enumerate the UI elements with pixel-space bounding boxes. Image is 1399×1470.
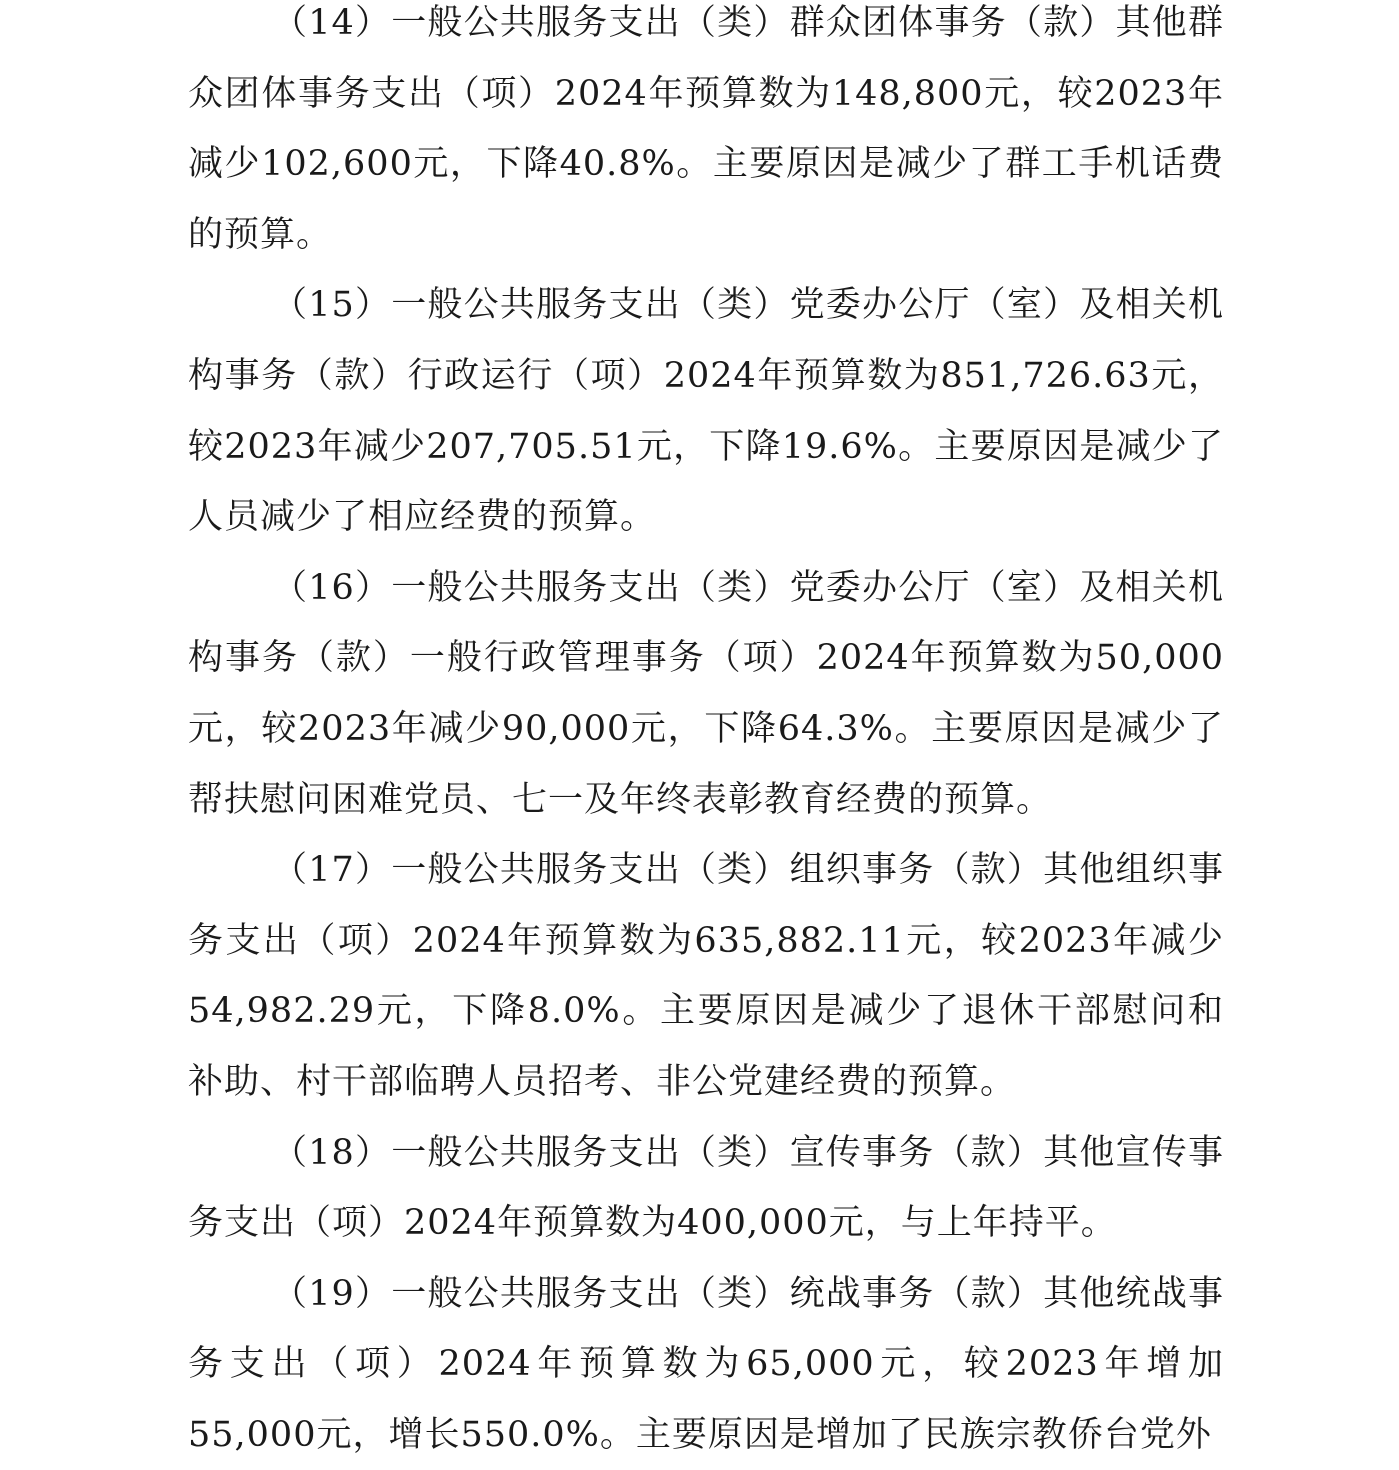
paragraph-15: （15）一般公共服务支出（类）党委办公厅（室）及相关机构事务（款）行政运行（项）2024年预算数为851,726.63元，较2023年减少207,705.51元，下降19.6%。主要原因是减少了人员减少了相应经费的预算。 (188, 285, 1224, 538)
paragraph-17: （17）一般公共服务支出（类）组织事务（款）其他组织事务支出（项）2024年预算数为635,882.11元，较2023年减少54,982.29元，下降8.0%。主要原因是减少了退休干部慰问和补助、村干部临聘人员招考、非公党建经费的预算。 (188, 850, 1224, 1102)
paragraph-18: （18）一般公共服务支出（类）宣传事务（款）其他宣传事务支出（项）2024年预算数为400,000元，与上年持平。 (188, 1132, 1224, 1244)
paragraph-16: （16）一般公共服务支出（类）党委办公厅（室）及相关机构事务（款）一般行政管理事务（项）2024年预算数为50,000元，较2023年减少90,000元，下降64.3%。主要原因是减少了帮扶慰问困难党员、七一及年终表彰教育经费的预算。 (188, 567, 1224, 820)
paragraph-14: （14）一般公共服务支出（类）群众团体事务（款）其他群众团体事务支出（项）2024年预算数为148,800元，较2023年减少102,600元，下降40.8%。主要原因是减少了群工手机话费的预算。 (188, 3, 1224, 255)
paragraph-19: （19）一般公共服务支出（类）统战事务（款）其他统战事务支出（项）2024年预算数为65,000元，较2023年增加55,000元，增长550.0%。主要原因是增加了民族宗教侨台党外 (188, 1273, 1224, 1455)
document-body (188, 0, 1224, 1470)
